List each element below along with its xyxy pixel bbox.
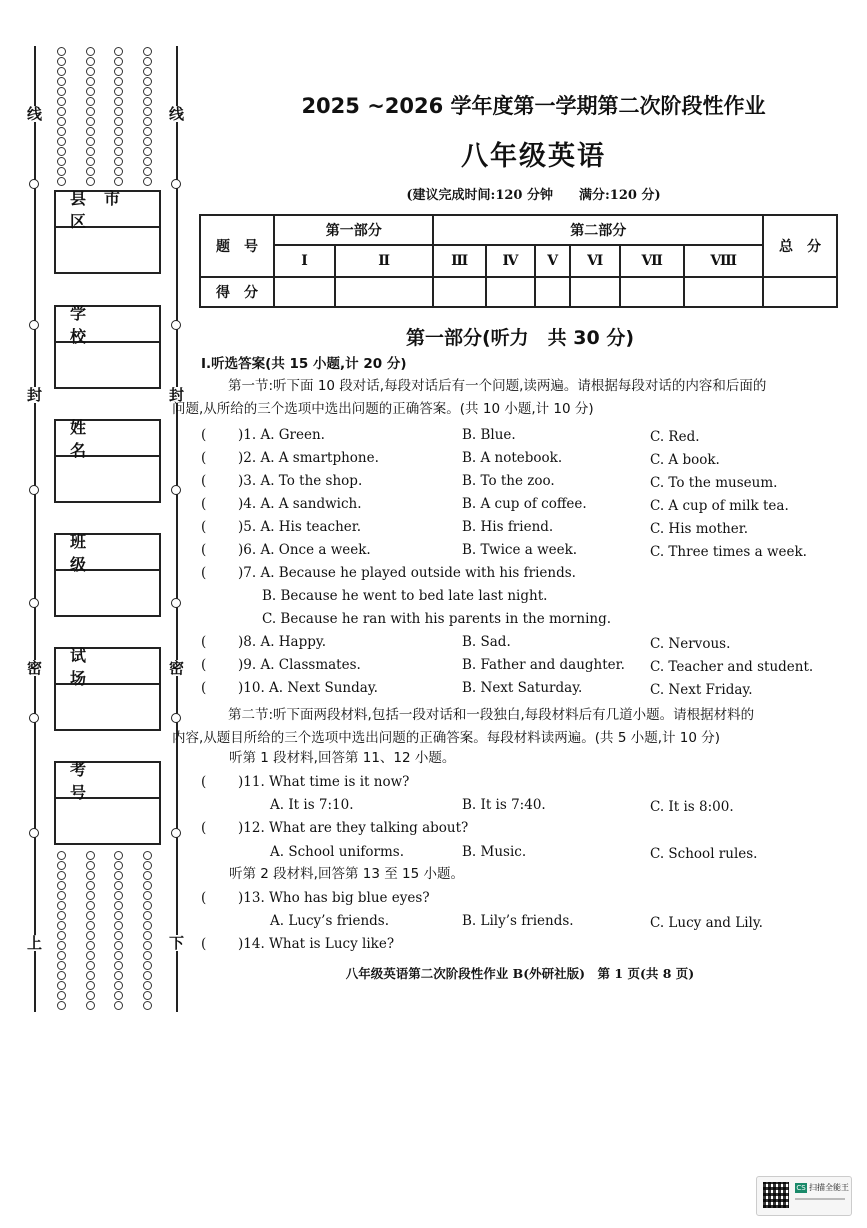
binding-dot [57,107,66,116]
q11-option-a: A. It is 7:10. [270,797,354,813]
question-1-option-a: )1. A. Green. [238,427,325,443]
binding-dot [114,167,123,176]
binding-dot [143,67,152,76]
binding-dot-row [57,970,152,980]
question-2-option-c: C. A book. [650,452,720,468]
binding-dot [114,97,123,106]
class-field-label: 班 级 [56,535,159,571]
binding-dot [114,911,123,920]
question-2-option-a: )2. A. A smartphone. [238,450,379,466]
binding-hole [171,320,181,330]
question-5-option-a: )5. A. His teacher. [238,519,362,535]
binding-dot [57,177,66,186]
q13-stem: )13. Who has big blue eyes? [238,890,430,906]
question-10-option-c: C. Next Friday. [650,682,753,698]
section-heading: Ⅰ.听选答案(共 15 小题,计 20 分) [201,356,407,372]
time-score-note: (建议完成时间:120 分钟 满分:120 分) [406,188,661,203]
binding-dot [143,901,152,910]
class-field-box[interactable] [54,533,161,617]
binding-hole [171,598,181,608]
exam-room-field-box[interactable] [54,647,161,731]
binding-dot [114,77,123,86]
binding-dot [57,931,66,940]
binding-dot [143,57,152,66]
binding-dot-row [57,176,152,186]
binding-dot [86,961,95,970]
binding-dot [114,137,123,146]
binding-dot [114,951,123,960]
score-col: Ⅲ [433,245,485,277]
binding-dot [57,941,66,950]
exam-number-field-label: 考 号 [56,763,159,799]
binding-dot [114,891,123,900]
binding-dots-top [57,46,152,186]
binding-dot [114,57,123,66]
binding-dot-row [57,86,152,96]
binding-dot [86,167,95,176]
binding-dot [57,117,66,126]
binding-dot [86,127,95,136]
binding-dot [114,991,123,1000]
score-col: Ⅴ [535,245,570,277]
binding-line-left [34,46,36,1012]
binding-hole [171,485,181,495]
answer-paren[interactable]: ( [201,473,207,489]
school-field-box[interactable] [54,305,161,389]
sub1-intro-line1: 第一节:听下面 10 段对话,每段对话后有一个问题,读两遍。请根据每段对话的内容和后面的 [228,378,767,394]
binding-dot [86,147,95,156]
binding-dot [86,901,95,910]
binding-dot [143,107,152,116]
binding-dot-row [57,116,152,126]
binding-dot [143,1001,152,1010]
binding-dot [86,57,95,66]
binding-dot-row [57,66,152,76]
answer-paren[interactable]: ( [201,565,207,581]
binding-hole [171,179,181,189]
binding-dot [114,881,123,890]
binding-dot [57,871,66,880]
binding-dot-row [57,890,152,900]
question-5-option-c: C. His mother. [650,521,749,537]
binding-dot [57,981,66,990]
binding-dot [114,117,123,126]
binding-dot [86,107,95,116]
score-table-part2: 第二部分 [433,215,763,245]
score-cell[interactable] [335,277,433,307]
binding-dot [86,951,95,960]
q7-option-b: B. Because he went to bed late last night. [262,588,548,604]
answer-paren[interactable]: ( [201,427,207,443]
binding-dot-row [57,870,152,880]
binding-dot-row [57,166,152,176]
score-col: Ⅷ [684,245,763,277]
binding-dot [86,921,95,930]
answer-paren[interactable]: ( [201,890,207,906]
question-4-option-a: )4. A. A sandwich. [238,496,362,512]
binding-dot-row [57,920,152,930]
binding-dot [114,921,123,930]
binding-dot [143,931,152,940]
score-col: Ⅶ [620,245,684,277]
binding-dot [86,77,95,86]
q14-stem: )14. What is Lucy like? [238,936,395,952]
exam-number-field-box[interactable] [54,761,161,845]
binding-dot [57,851,66,860]
binding-dot-row [57,136,152,146]
material2-heading: 听第 2 段材料,回答第 13 至 15 小题。 [229,866,464,882]
binding-dot [57,127,66,136]
binding-dot-row [57,990,152,1000]
sub2-intro-line1: 第二节:听下面两段材料,包括一段对话和一段独白,每段材料后有几道小题。请根据材料的 [228,707,755,723]
score-cell[interactable] [535,277,570,307]
binding-dot [57,971,66,980]
binding-dot-row [57,156,152,166]
score-col: Ⅰ [274,245,335,277]
score-table-total: 总 分 [763,215,837,277]
q7-option-a: )7. A. Because he played outside with his friends. [238,565,576,581]
binding-dot-row [57,900,152,910]
binding-dot [114,107,123,116]
question-3-option-a: )3. A. To the shop. [238,473,363,489]
binding-dot-row [57,76,152,86]
binding-dot [143,961,152,970]
binding-dot [86,941,95,950]
q11-option-b: B. It is 7:40. [462,797,546,813]
binding-dot-row [57,126,152,136]
binding-dot [57,921,66,930]
binding-hole [29,713,39,723]
answer-paren[interactable]: ( [201,820,207,836]
score-cell[interactable] [274,277,335,307]
binding-dot [143,871,152,880]
county-field-box[interactable] [54,190,161,274]
binding-dot [86,137,95,146]
q13-option-b: B. Lily’s friends. [462,913,574,929]
binding-dot [114,851,123,860]
binding-dot [143,97,152,106]
sub1-intro-line2: 问题,从所给的三个选项中选出问题的正确答案。(共 10 小题,计 10 分) [172,401,594,417]
binding-dot [114,931,123,940]
binding-dot [57,87,66,96]
binding-dot [86,871,95,880]
question-10-option-b: B. Next Saturday. [462,680,583,696]
binding-dots-bottom [57,850,152,1010]
school-field-label: 学 校 [56,307,159,343]
score-col: Ⅱ [335,245,433,277]
binding-dot [143,971,152,980]
binding-dot [57,951,66,960]
binding-dot [114,861,123,870]
margin-char: 线 [27,105,43,123]
binding-dot-row [57,1000,152,1010]
binding-dot [143,861,152,870]
answer-paren[interactable]: ( [201,542,207,558]
binding-dot [86,931,95,940]
margin-char: 密 [27,659,43,677]
scanner-watermark [756,1176,852,1216]
binding-dot [114,961,123,970]
binding-dot [114,87,123,96]
binding-dot [86,991,95,1000]
q12-option-b: B. Music. [462,844,527,860]
name-field-box[interactable] [54,419,161,503]
part1-title: 第一部分(听力 共 30 分) [405,327,635,349]
scanner-logo-icon: CS [796,1184,806,1192]
binding-dot [143,891,152,900]
binding-dot [143,77,152,86]
binding-dot [143,951,152,960]
binding-dot [57,147,66,156]
binding-dot [114,157,123,166]
binding-dot [143,941,152,950]
binding-dot [57,961,66,970]
binding-dot-row [57,46,152,56]
margin-char: 密 [169,659,185,677]
binding-line-right [176,46,178,1012]
score-cell[interactable] [433,277,485,307]
county-field-blank[interactable] [56,228,159,272]
binding-hole [171,713,181,723]
score-table [199,214,838,308]
binding-dot [114,871,123,880]
score-col: Ⅳ [486,245,535,277]
answer-paren[interactable]: ( [201,450,207,466]
binding-dot [57,891,66,900]
binding-dot [114,127,123,136]
binding-dot [57,97,66,106]
binding-dot [57,157,66,166]
binding-dot [86,971,95,980]
class-field-blank[interactable] [56,571,159,615]
binding-dot [57,167,66,176]
binding-dot [86,87,95,96]
exam-room-field-blank[interactable] [56,685,159,729]
q12-stem: )12. What are they talking about? [238,820,469,836]
question-9-option-c: C. Teacher and student. [650,659,814,675]
binding-dot [86,177,95,186]
question-1-option-c: C. Red. [650,429,700,445]
score-table-row-label: 题 号 [200,215,274,277]
question-4-option-c: C. A cup of milk tea. [650,498,789,514]
binding-dot [114,1001,123,1010]
margin-char: 封 [169,386,185,404]
binding-hole [29,598,39,608]
binding-dot [114,177,123,186]
answer-paren[interactable]: ( [201,657,207,673]
binding-dot-row [57,980,152,990]
question-6-option-b: B. Twice a week. [462,542,578,558]
binding-dot [57,991,66,1000]
score-cell[interactable] [486,277,535,307]
answer-paren[interactable]: ( [201,936,207,952]
question-8-option-c: C. Nervous. [650,636,731,652]
answer-paren[interactable]: ( [201,519,207,535]
q12-option-c: C. School rules. [650,846,758,862]
exam-number-field-blank[interactable] [56,799,159,843]
binding-dot-row [57,56,152,66]
binding-dot-row [57,96,152,106]
binding-dot-row [57,910,152,920]
binding-dot [143,851,152,860]
question-8-option-a: )8. A. Happy. [238,634,327,650]
binding-dot [86,851,95,860]
binding-dot [114,981,123,990]
binding-dot [114,67,123,76]
margin-char: 线 [169,105,185,123]
binding-dot [86,881,95,890]
county-field-label: 县市区 [56,192,159,228]
q11-option-c: C. It is 8:00. [650,799,734,815]
question-6-option-c: C. Three times a week. [650,544,807,560]
question-9-option-b: B. Father and daughter. [462,657,625,673]
page-footer: 八年级英语第二次阶段性作业 B(外研社版) 第 1 页(共 8 页) [345,966,695,981]
sub2-intro-line2: 内容,从题目所给的三个选项中选出问题的正确答案。每段材料读两遍。(共 5 小题,计 10 分) [172,730,721,746]
margin-char: 封 [27,386,43,404]
question-2-option-b: B. A notebook. [462,450,563,466]
score-cell-total[interactable] [763,277,837,307]
qr-code-icon [763,1182,789,1208]
binding-dot [86,117,95,126]
binding-dot [143,991,152,1000]
binding-dot [143,147,152,156]
binding-dot [86,47,95,56]
binding-dot [86,911,95,920]
scanner-subtext-line [795,1198,845,1200]
binding-dot [57,77,66,86]
binding-dot-row [57,880,152,890]
binding-dot [143,981,152,990]
q12-option-a: A. School uniforms. [270,844,405,860]
binding-hole [29,828,39,838]
question-1-option-b: B. Blue. [462,427,516,443]
question-9-option-a: )9. A. Classmates. [238,657,361,673]
margin-char: 上 [27,934,43,952]
q13-option-c: C. Lucy and Lily. [650,915,763,931]
binding-dot [86,97,95,106]
binding-dot [57,901,66,910]
binding-dot [86,67,95,76]
question-6-option-a: )6. A. Once a week. [238,542,371,558]
question-3-option-c: C. To the museum. [650,475,778,491]
binding-dot [143,47,152,56]
scanner-label: 扫描全能王 [809,1183,849,1192]
q7-option-c: C. Because he ran with his parents in the morning. [262,611,612,627]
binding-dot [57,47,66,56]
binding-dot [143,177,152,186]
binding-dot-row [57,960,152,970]
binding-dot [114,47,123,56]
binding-dot [57,57,66,66]
score-col: Ⅵ [570,245,620,277]
question-4-option-b: B. A cup of coffee. [462,496,587,512]
score-cell[interactable] [570,277,620,307]
binding-hole [171,828,181,838]
question-5-option-b: B. His friend. [462,519,554,535]
name-field-label: 姓 名 [56,421,159,457]
binding-hole [29,320,39,330]
score-table-part1: 第一部分 [274,215,433,245]
binding-dot-row [57,146,152,156]
binding-dot [57,67,66,76]
binding-dot [57,881,66,890]
exam-room-field-label: 试 场 [56,649,159,685]
sub1-intro [172,375,840,421]
binding-dot [114,971,123,980]
question-8-option-b: B. Sad. [462,634,511,650]
binding-dot [57,861,66,870]
binding-dot [114,147,123,156]
binding-dot [143,137,152,146]
score-cell[interactable] [684,277,763,307]
answer-paren[interactable]: ( [201,496,207,512]
binding-dot [143,911,152,920]
binding-dot [57,1001,66,1010]
binding-dot [143,157,152,166]
binding-dot-row [57,106,152,116]
binding-dot [143,127,152,136]
question-3-option-b: B. To the zoo. [462,473,555,489]
q11-stem: )11. What time is it now? [238,774,410,790]
binding-dot [143,117,152,126]
binding-dot [86,861,95,870]
binding-dot [143,921,152,930]
binding-dot [143,881,152,890]
question-10-option-a: )10. A. Next Sunday. [238,680,378,696]
binding-dot-row [57,860,152,870]
material1-heading: 听第 1 段材料,回答第 11、12 小题。 [229,750,456,766]
binding-hole [29,179,39,189]
binding-dot [114,901,123,910]
sub2-intro [172,704,840,750]
answer-paren[interactable]: ( [201,634,207,650]
name-field-blank[interactable] [56,457,159,501]
binding-hole [29,485,39,495]
subject-title: 八年级英语 [461,141,606,172]
binding-dot [86,157,95,166]
binding-dot [143,167,152,176]
score-cell[interactable] [620,277,684,307]
binding-dot-row [57,930,152,940]
answer-paren[interactable]: ( [201,680,207,696]
binding-dot-row [57,850,152,860]
binding-dot [57,137,66,146]
binding-dot-row [57,940,152,950]
binding-dot [57,911,66,920]
binding-dot [86,981,95,990]
score-row-label: 得 分 [200,277,274,307]
q13-option-a: A. Lucy’s friends. [270,913,390,929]
exam-title: 2025 ~2026 学年度第一学期第二次阶段性作业 [301,94,766,118]
binding-dot [86,1001,95,1010]
binding-dot [86,891,95,900]
binding-dot [114,941,123,950]
answer-paren[interactable]: ( [201,774,207,790]
binding-dot-row [57,950,152,960]
school-field-blank[interactable] [56,343,159,387]
binding-dot [143,87,152,96]
margin-char: 下 [169,934,185,952]
